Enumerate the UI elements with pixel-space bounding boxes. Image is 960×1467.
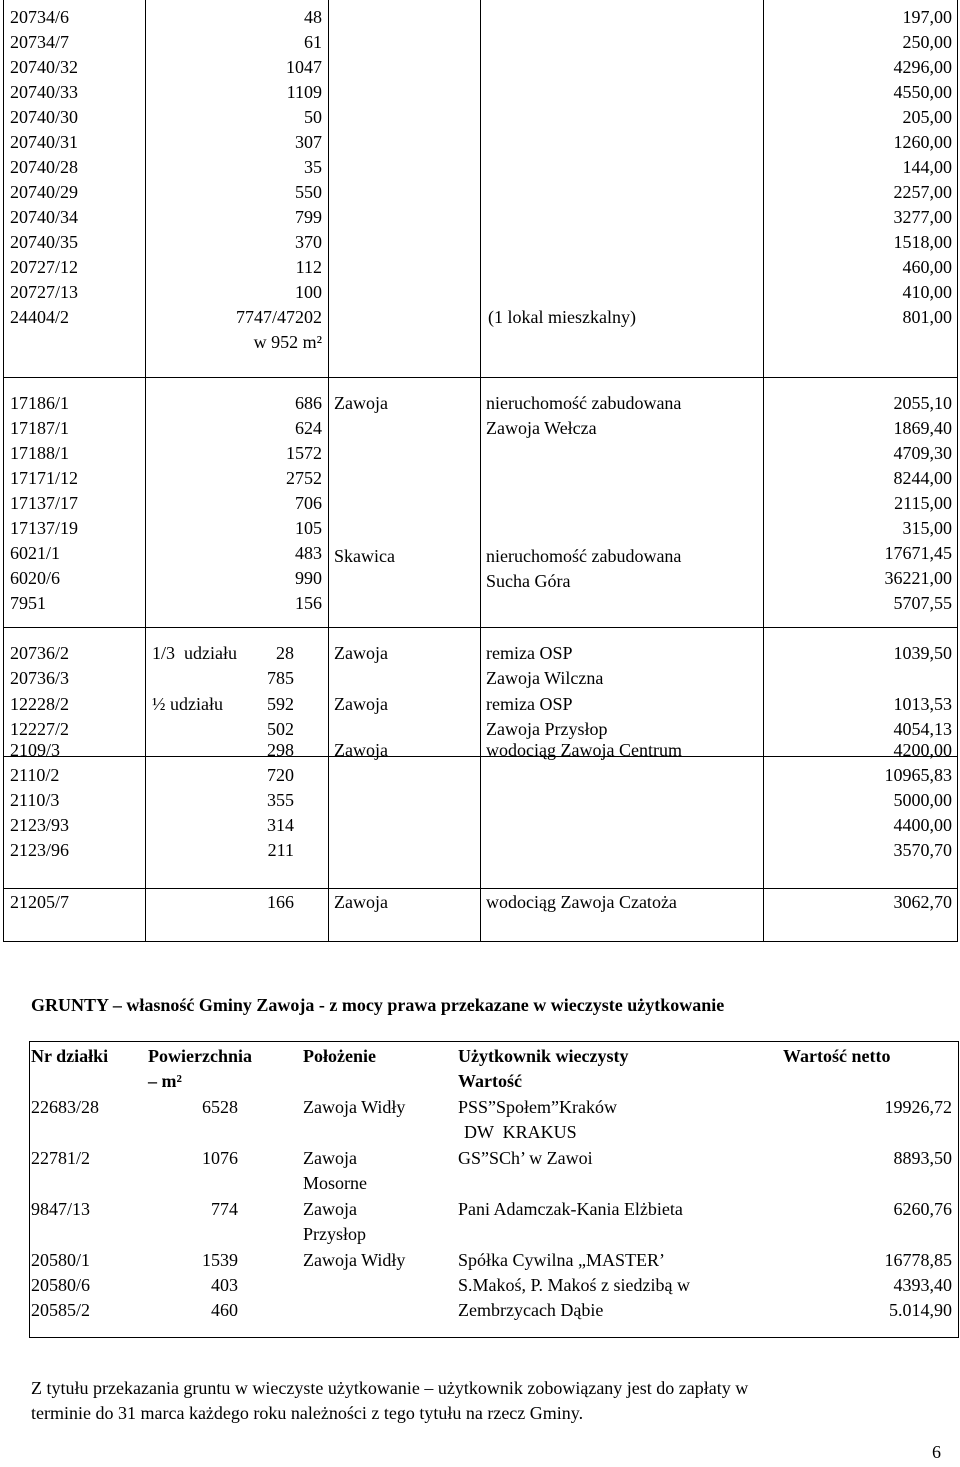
parcel-area: 7747/47202	[235, 307, 322, 327]
parcel-number: 17187/1	[10, 418, 70, 438]
parcel-number: 20736/2	[10, 643, 70, 663]
block3-desc-a1: remiza OSP	[486, 643, 573, 663]
table1-border-right	[957, 0, 958, 942]
parcel-value: 144,00	[902, 157, 952, 177]
row-user: PSS”Społem”Kraków	[458, 1097, 617, 1117]
parcel-value: 17671,45	[884, 543, 952, 563]
parcel-value: 5707,55	[893, 593, 952, 613]
block4-location: Zawoja	[334, 740, 388, 760]
block3-value-b1: 1013,53	[893, 694, 952, 714]
table2-border-top	[29, 1041, 959, 1042]
parcel-number: 20736/3	[10, 668, 70, 688]
parcel-number: 20740/29	[10, 182, 79, 202]
parcel-number: 2123/96	[10, 840, 70, 860]
parcel-area: 624	[295, 418, 322, 438]
header-user-1: Użytkownik wieczysty	[458, 1046, 629, 1066]
parcel-value: 4296,00	[893, 57, 952, 77]
parcel-area: 1109	[286, 82, 322, 102]
row-net-value: 6260,76	[893, 1199, 952, 1219]
table1-row-line	[3, 888, 958, 889]
parcel-value: 10965,83	[884, 765, 952, 785]
row-parcel-number: 20585/2	[31, 1300, 91, 1320]
block4-description: wodociąg Zawoja Centrum	[486, 740, 682, 760]
parcel-value: 315,00	[902, 518, 952, 538]
table1-row-line	[3, 377, 958, 378]
table1-divider-4	[763, 0, 764, 942]
parcel-value: 460,00	[902, 257, 952, 277]
parcel-area: 298	[267, 740, 294, 760]
row-net-value: 8893,50	[893, 1148, 952, 1168]
row-area: 1539	[202, 1250, 238, 1270]
parcel-number: 7951	[10, 593, 46, 613]
parcel-value: 4200,00	[893, 740, 952, 760]
parcel-area: 550	[295, 182, 322, 202]
row-location: Zawoja	[303, 1148, 357, 1168]
block3-value-b2: 4054,13	[893, 719, 952, 739]
table1-border-left	[3, 0, 4, 942]
parcel-number: 20734/7	[10, 32, 70, 52]
parcel-value: 801,00	[902, 307, 952, 327]
block3-share-a: 1/3 udziału	[152, 643, 237, 663]
parcel-number: 20727/12	[10, 257, 79, 277]
block4-area-list	[200, 738, 294, 863]
parcel-value: 8244,00	[893, 468, 952, 488]
block4-parcel-list	[10, 738, 69, 863]
parcel-number: 20740/35	[10, 232, 79, 252]
row-net-value: 4393,40	[893, 1275, 952, 1295]
parcel-value: 4709,30	[893, 443, 952, 463]
parcel-area: 1047	[286, 57, 322, 77]
parcel-area: 112	[295, 257, 322, 277]
row-area: 1076	[202, 1148, 238, 1168]
parcel-area: 483	[295, 543, 322, 563]
row-location: Zawoja Widły	[303, 1097, 406, 1117]
row-user: Zembrzycach Dąbie	[458, 1300, 604, 1320]
parcel-value: 4400,00	[893, 815, 952, 835]
parcel-area: 314	[267, 815, 294, 835]
table2-border-bottom	[29, 1337, 959, 1338]
row-net-value: 19926,72	[884, 1097, 952, 1117]
parcel-area: 2752	[286, 468, 322, 488]
header-area-2: – m²	[148, 1071, 182, 1091]
parcel-number: 17137/19	[10, 518, 79, 538]
block1-area-list	[180, 5, 322, 355]
block2-area-list	[180, 391, 322, 616]
parcel-area: 156	[295, 593, 322, 613]
parcel-area: 720	[267, 765, 294, 785]
parcel-area: 50	[304, 107, 322, 127]
parcel-value: 1260,00	[893, 132, 952, 152]
parcel-value: 197,00	[902, 7, 952, 27]
parcel-number: 12227/2	[10, 719, 70, 739]
row-area: 774	[211, 1199, 238, 1219]
section-heading: GRUNTY – własność Gminy Zawoja - z mocy prawa przekazane w wieczyste użytkowanie	[31, 995, 725, 1015]
row-location: Mosorne	[303, 1173, 367, 1193]
parcel-number: 20734/6	[10, 7, 70, 27]
row-location: Zawoja	[303, 1199, 357, 1219]
table2-border-left	[29, 1041, 30, 1338]
row-parcel-number: 20580/6	[31, 1275, 91, 1295]
parcel-number: 2110/2	[10, 765, 60, 785]
block2-location-a: Zawoja	[334, 393, 388, 413]
block1-value-list	[770, 5, 952, 330]
block3-location-a: Zawoja	[334, 643, 388, 663]
block2-desc-a1: nieruchomość zabudowana	[486, 393, 682, 413]
parcel-number: 6021/1	[10, 543, 61, 563]
parcel-number: 20740/33	[10, 82, 79, 102]
block3-share-b: ½ udziału	[152, 694, 223, 714]
last-row-parcel: 21205/7	[10, 892, 70, 912]
header-location: Położenie	[303, 1046, 376, 1066]
parcel-number: 20740/30	[10, 107, 79, 127]
parcel-number: 24404/2	[10, 307, 70, 327]
parcel-area: 592	[267, 694, 294, 714]
parcel-area: 61	[304, 32, 322, 52]
parcel-area: 1572	[286, 443, 322, 463]
parcel-number: 2110/3	[10, 790, 60, 810]
parcel-area: 706	[295, 493, 322, 513]
footer-note-line1: Z tytułu przekazania gruntu w wieczyste użytkowanie – użytkownik zobowiązany jest do zapłaty w	[31, 1378, 749, 1398]
row-user: Pani Adamczak-Kania Elżbieta	[458, 1199, 683, 1219]
row-area: 6528	[202, 1097, 238, 1117]
block1-description: (1 lokal mieszkalny)	[488, 307, 636, 327]
block3-location-b: Zawoja	[334, 694, 388, 714]
row-user: GS”SCh’ w Zawoi	[458, 1148, 593, 1168]
row-location: Zawoja Widły	[303, 1250, 406, 1270]
parcel-area: 307	[295, 132, 322, 152]
table1-row-line	[3, 627, 958, 628]
parcel-number: 2109/3	[10, 740, 61, 760]
parcel-value: 1518,00	[893, 232, 952, 252]
header-area-1: Powierzchnia	[148, 1046, 252, 1066]
block3-value-a: 1039,50	[893, 643, 952, 663]
parcel-number: 20727/13	[10, 282, 79, 302]
parcel-area: 785	[267, 668, 294, 688]
row-user: Spółka Cywilna „MASTER’	[458, 1250, 665, 1270]
parcel-area: 990	[295, 568, 322, 588]
parcel-area: 799	[295, 207, 322, 227]
parcel-number: 17137/17	[10, 493, 79, 513]
parcel-value: 250,00	[902, 32, 952, 52]
header-user-2: Wartość	[458, 1071, 522, 1091]
parcel-area: 100	[295, 282, 322, 302]
row-user: DW KRAKUS	[464, 1122, 577, 1142]
row-parcel-number: 22683/28	[31, 1097, 100, 1117]
row-user: S.Makoś, P. Makoś z siedzibą w	[458, 1275, 690, 1295]
parcel-value: 2257,00	[893, 182, 952, 202]
last-row-location: Zawoja	[334, 892, 388, 912]
row-parcel-number: 20580/1	[31, 1250, 91, 1270]
parcel-value: 3570,70	[893, 840, 952, 860]
row-net-value: 16778,85	[884, 1250, 952, 1270]
table1-divider-3	[480, 0, 481, 942]
parcel-number: 20740/34	[10, 207, 79, 227]
block3-desc-a2: Zawoja Wilczna	[486, 668, 604, 688]
header-net-value: Wartość netto	[783, 1046, 891, 1066]
page-number: 6	[932, 1442, 941, 1462]
parcel-value: 205,00	[902, 107, 952, 127]
footer-note-line2: terminie do 31 marca każdego roku należności z tego tytułu na rzecz Gminy.	[31, 1403, 584, 1423]
block2-parcel-list	[10, 391, 78, 616]
row-area: 403	[211, 1275, 238, 1295]
parcel-value: 3277,00	[893, 207, 952, 227]
header-parcel-number: Nr działki	[31, 1046, 109, 1066]
row-parcel-number: 22781/2	[31, 1148, 91, 1168]
parcel-value: 1869,40	[893, 418, 952, 438]
last-row-description: wodociąg Zawoja Czatoża	[486, 892, 677, 912]
block2-desc-a2: Zawoja Wełcza	[486, 418, 597, 438]
parcel-number: 12228/2	[10, 694, 70, 714]
parcel-number: 6020/6	[10, 568, 61, 588]
parcel-area: 28	[276, 643, 294, 663]
last-row-area: 166	[267, 892, 294, 912]
parcel-area: 105	[295, 518, 322, 538]
row-area: 460	[211, 1300, 238, 1320]
block3-desc-b1: remiza OSP	[486, 694, 573, 714]
parcel-area: 502	[267, 719, 294, 739]
block4-value-list	[770, 738, 952, 863]
parcel-number: 20740/28	[10, 157, 79, 177]
parcel-number: 17188/1	[10, 443, 70, 463]
parcel-value: 410,00	[902, 282, 952, 302]
parcel-value: 36221,00	[884, 568, 952, 588]
parcel-area: 355	[267, 790, 294, 810]
block3-area-list	[200, 641, 294, 751]
table2-border-right	[958, 1041, 959, 1338]
parcel-number: 17171/12	[10, 468, 79, 488]
parcel-value: 5000,00	[893, 790, 952, 810]
parcel-number: 20740/31	[10, 132, 79, 152]
block2-value-list	[770, 391, 952, 616]
parcel-area: 211	[267, 840, 294, 860]
last-row-value: 3062,70	[893, 892, 952, 912]
parcel-area: w 952 m²	[253, 332, 322, 352]
parcel-value: 2055,10	[893, 393, 952, 413]
parcel-area: 686	[295, 393, 322, 413]
parcel-value: 4550,00	[893, 82, 952, 102]
parcel-number: 2123/93	[10, 815, 70, 835]
block1-parcel-list	[10, 5, 78, 330]
row-parcel-number: 9847/13	[31, 1199, 91, 1219]
parcel-area: 48	[304, 7, 322, 27]
table1-divider-2	[328, 0, 329, 942]
table1-border-bottom	[3, 941, 958, 942]
table1-divider-1	[145, 0, 146, 942]
parcel-area: 370	[295, 232, 322, 252]
block2-desc-b1: nieruchomość zabudowana	[486, 546, 682, 566]
parcel-value: 2115,00	[894, 493, 952, 513]
row-location: Przysłop	[303, 1224, 366, 1244]
block3-desc-b2: Zawoja Przysłop	[486, 719, 608, 739]
block2-desc-b2: Sucha Góra	[486, 571, 571, 591]
row-net-value: 5.014,90	[889, 1300, 952, 1320]
block2-location-b: Skawica	[334, 546, 395, 566]
parcel-number: 20740/32	[10, 57, 79, 77]
parcel-number: 17186/1	[10, 393, 70, 413]
parcel-area: 35	[304, 157, 322, 177]
